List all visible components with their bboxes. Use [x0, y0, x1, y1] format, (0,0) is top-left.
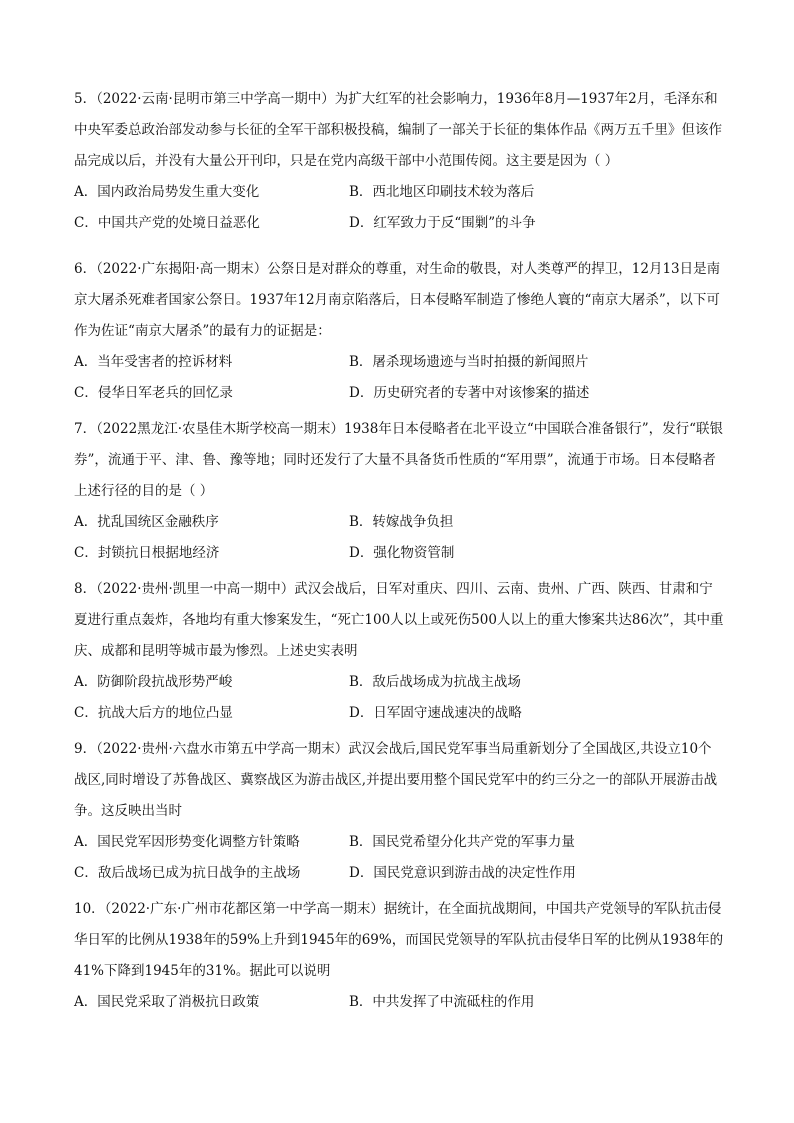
- question-stem: 8．（2022·贵州·凯里一中高一期中）武汉会战后，日军对重庆、四川、云南、贵州、广西、陕西、甘肃和宁夏进行重点轰炸，各地均有重大惨案发生，“死亡100人以上或死伤500人以上的重大惨案共达86次”，其中重庆、成都和昆明等城市最为惨烈。上述史实表明: [74, 581, 724, 659]
- question-stem: 5．（2022·云南·昆明市第三中学高一期中）为扩大红军的社会影响力，1936年8月—1937年2月，毛泽东和中央军委总政治部发动参与长征的全军干部积极投稿，编制了一部关于长征的集体作品《两万五千里》但该作品完成以后，并没有大量公开刊印，只是在党内高级干部中小范围传阅。这主要是因为（ ）: [74, 91, 722, 169]
- option-d[interactable]: D．强化物资管制: [349, 545, 455, 561]
- option-b[interactable]: B．中共发挥了中流砥柱的作用: [349, 994, 535, 1010]
- option-a[interactable]: A．国民党军因形势变化调整方针策略: [74, 834, 300, 850]
- question-9: [74, 734, 724, 889]
- question-stem: 6．（2022·广东揭阳·高一期末）公祭日是对群众的尊重，对生命的敬畏，对人类尊严的捍卫，12月13日是南京大屠杀死难者国家公祭日。1937年12月南京陷落后，日本侵略军制造了惨绝人寰的“南京大屠杀”，以下可作为佐证“南京大屠杀”的最有力的证据是：: [74, 261, 721, 339]
- option-a[interactable]: A．当年受害者的控诉材料: [74, 354, 233, 370]
- option-grid: [74, 667, 724, 729]
- option-grid: [74, 827, 724, 889]
- option-b[interactable]: B．国民党希望分化共产党的军事力量: [349, 834, 575, 850]
- question-5: [74, 84, 724, 239]
- option-c[interactable]: C．敌后战场已成为抗日战争的主战场: [74, 865, 301, 881]
- option-c[interactable]: C．抗战大后方的地位凸显: [74, 705, 233, 721]
- option-c[interactable]: C．中国共产党的处境日益恶化: [74, 215, 260, 231]
- question-6: [74, 254, 724, 409]
- option-b[interactable]: B．转嫁战争负担: [349, 514, 454, 530]
- option-b[interactable]: B．敌后战场成为抗战主战场: [349, 674, 521, 690]
- option-grid: [74, 507, 724, 569]
- option-a[interactable]: A．国内政治局势发生重大变化: [74, 184, 260, 200]
- option-d[interactable]: D．红军致力于反“围剿”的斗争: [349, 215, 536, 231]
- question-stem: 9．（2022·贵州·六盘水市第五中学高一期末）武汉会战后,国民党军事当局重新划分了全国战区,共设立10个战区,同时增设了苏鲁战区、冀察战区为游击战区,并提出要用整个国民党军中的约三分之一的部队开展游击战争。这反映出当时: [74, 741, 718, 819]
- option-a[interactable]: A．国民党采取了消极抗日政策: [74, 994, 260, 1010]
- question-stem: 10．（2022·广东·广州市花都区第一中学高一期末）据统计，在全面抗战期间，中国共产党领导的军队抗击侵华日军的比例从1938年的59%上升到1945年的69%，而国民党领导的军队抗击侵华日军的比例从1938年的41%下降到1945年的31%。据此可以说明: [74, 901, 724, 979]
- option-a[interactable]: A．防御阶段抗战形势严峻: [74, 674, 233, 690]
- option-a[interactable]: A．扰乱国统区金融秩序: [74, 514, 219, 530]
- option-b[interactable]: B．屠杀现场遗迹与当时拍摄的新闻照片: [349, 354, 589, 370]
- option-d[interactable]: D．国民党意识到游击战的决定性作用: [349, 865, 576, 881]
- option-c[interactable]: C．侵华日军老兵的回忆录: [74, 385, 233, 401]
- option-d[interactable]: D．历史研究者的专著中对该惨案的描述: [349, 385, 590, 401]
- option-d[interactable]: D．日军固守速战速决的战略: [349, 705, 522, 721]
- option-grid: [74, 177, 724, 239]
- option-c[interactable]: C．封锁抗日根据地经济: [74, 545, 220, 561]
- question-10: [74, 894, 724, 1018]
- option-grid: [74, 347, 724, 409]
- question-7: [74, 414, 724, 569]
- option-grid: [74, 987, 724, 1018]
- question-stem: 7．（2022黑龙江·农垦佳木斯学校高一期末）1938年日本侵略者在北平设立“中国联合准备银行”，发行“联银券”，流通于平、津、鲁、豫等地；同时还发行了大量不具备货币性质的“军用票”，流通于市场。日本侵略者上述行径的目的是（ ）: [74, 421, 724, 499]
- question-8: [74, 574, 724, 729]
- option-b[interactable]: B．西北地区印刷技术较为落后: [349, 184, 535, 200]
